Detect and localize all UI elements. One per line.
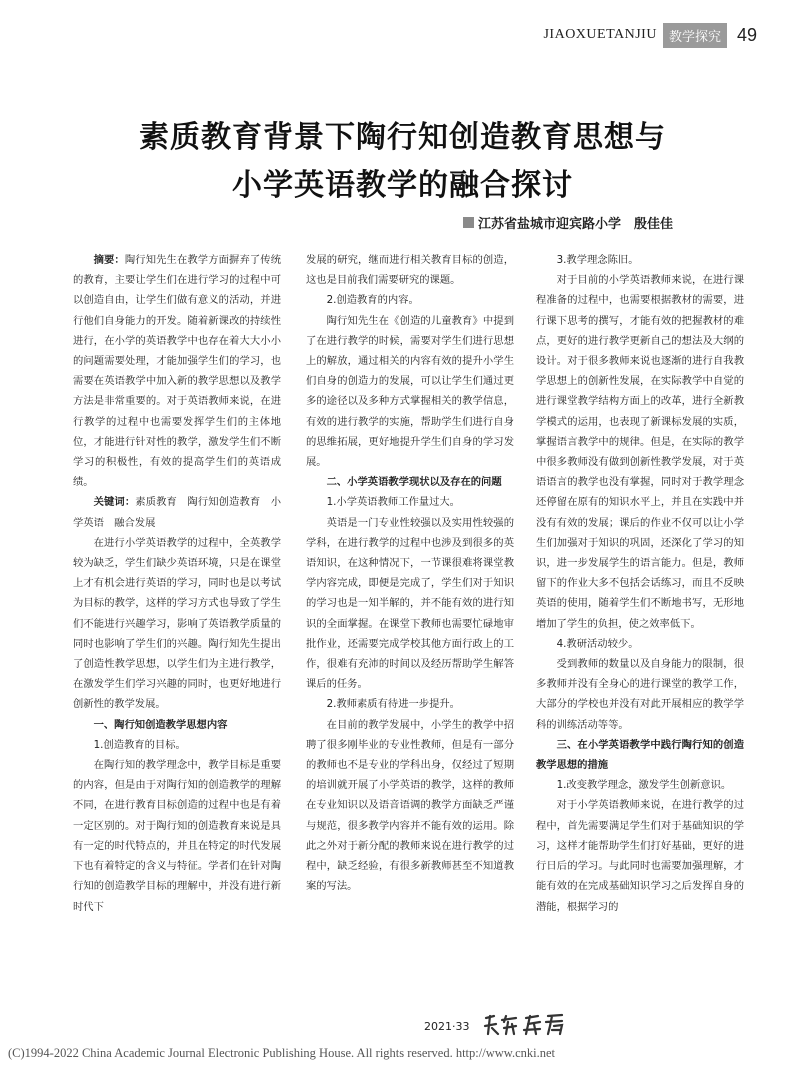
author-marker-icon [463, 217, 474, 228]
magazine-name: JIAOXUETANJIU [543, 27, 657, 42]
paragraph [73, 533, 281, 715]
paragraph-label: 关键词： [93, 496, 136, 509]
issue-date: 2021·33 [424, 1020, 470, 1033]
paragraph-text: 1.小学英语教师工作量过大。 [326, 496, 460, 509]
paragraph-text: 二、小学英语教学现状以及存在的问题 [326, 476, 502, 489]
paragraph-text: 在目前的教学发展中，小学生的教学中招聘了很多刚毕业的专业性教师，但是有一部分的教师也不是专业的学科出身，仅经过了短期的培训就开展了小学英语的教学，这样的教师在专业知识以及语音语调的教学方面缺乏严谨与规范，很多教学内容并不能有效的运用。除此之外对于新分配的教师来说在进行教学的过程中，缺乏经验，有很多新教师甚至不知道教案的写法。 [306, 718, 514, 893]
paragraph [73, 735, 281, 755]
paragraph [536, 654, 744, 735]
paragraph-text: 三、在小学英语教学中践行陶行知的创造教学思想的措施 [536, 738, 744, 772]
paragraph-text: 陶行知先生在《创造的儿童教育》中提到了在进行教学的时候，需要对学生们进行思想上的解放，通过相关的内容有效的提升小学生们自身的创造力的发展，可以让学生们通过更多的途径以及多种方式掌握相关的教学信息，有效的进行教学的实施，帮助学生们进行自身的思维拓展，更好地提升学生们自身的学习发展。 [306, 314, 514, 469]
paragraph [306, 250, 514, 290]
paragraph [73, 492, 281, 532]
running-header [543, 18, 805, 52]
paragraph [536, 270, 744, 634]
paragraph-text: 在陶行知的教学理念中，教学目标是重要的内容，但是由于对陶行知的创造教学的理解不同，在进行教育目标创造的过程中也是有着一定区别的。对于陶行知的创造教育来说是具有一定的时代特点的，并且在特定的时代发展下也有着特定的含义与特征。学者们在针对陶行知的创造教学目标的理解中，并没有进行新时代下 [73, 759, 281, 913]
paragraph-text: 2.教师素质有待进一步提升。 [326, 698, 460, 711]
paragraph-text: 受到教师的数量以及自身能力的限制，很多教师并没有全身心的进行课堂的教学工作，大部分的学校也并没有对此开展相应的教学学科的训练活动等等。 [536, 658, 744, 731]
text-column-1 [73, 250, 281, 917]
paragraph [306, 492, 514, 512]
paragraph-text: 2.创造教育的内容。 [326, 294, 419, 307]
article-title-line2: 小学英语教学的融合探讨 [232, 168, 573, 203]
section-heading [536, 735, 744, 775]
paragraph-text: 对于目前的小学英语教师来说，在进行课程准备的过程中，也需要根据教材的需要，进行课下思考的撰写，才能有效的把握教材的难点，更好的进行教学更新自己的想法及大纲的设计。对于很多教师来说也逐渐的进行自我教学思想上的创新性发展，在实际教学中自觉的进行课堂教学结构方面上的改革，进行全新教学模式的运用，也表现了新课标发展的实质，掌握语言教学中的规律。但是，在实际的教学中很多教师没有做到创新性教学发展，对于英语语言的教学也没有掌握，同时对于教学理念还停留在原有的知识水平上，并且在实践中并没有有效的发展；课后的作业不仅可以让小学生们加强对于知识的巩固，还深化了学习的知识，进一步发展学生的语言能力。但是，教师留下的作业大多不包括会话练习，而且不反映英语的使用，随着学生们不断地书写，无形地增加了学生的负担，使之效率低下。 [536, 274, 744, 630]
paragraph [306, 694, 514, 714]
paragraph [306, 290, 514, 310]
paragraph [306, 715, 514, 897]
paragraph-text: 英语是一门专业性较强以及实用性较强的学科，在进行教学的过程中也涉及到很多的英语知识，在这种情况下，一节课很难将课堂教学内容完成，即便是完成了，学生们对于知识的学习也是一知半解的，并不能有效的进行知识的全面掌握。在课堂下教师也需要忙碌地审批作业，还需要完成学校其他方面行政上的工作，很难有充沛的时间以及经历帮助学生解答课后的任务。 [306, 516, 514, 691]
page-number: 49 [736, 24, 757, 45]
paragraph [536, 634, 744, 654]
paragraph [73, 755, 281, 917]
paragraph [536, 250, 744, 270]
paragraph-text: 3.教学理念陈旧。 [556, 254, 639, 266]
text-column-3 [536, 250, 744, 917]
paragraph-text: 1.改变教学理念，激发学生创新意识。 [556, 779, 732, 792]
paragraph-text: 4.教研活动较少。 [556, 637, 639, 650]
paragraph [306, 513, 514, 695]
copyright-notice: (C)1994-2022 China Academic Journal Electronic Publishing House. All rights reserved. http://www.cnki.net [8, 1046, 556, 1060]
article-title-line1: 素质教育背景下陶行知创造教育思想与 [139, 120, 666, 155]
section-label: 教学探究 [663, 23, 727, 48]
journal-logo-icon [482, 1012, 566, 1038]
paragraph-label: 摘要： [93, 254, 125, 266]
paragraph [73, 250, 281, 492]
section-heading [73, 715, 281, 735]
paragraph-text: 一、陶行知创造教学思想内容 [93, 718, 228, 731]
paragraph-text: 1.创造教育的目标。 [93, 738, 186, 751]
paragraph [536, 775, 744, 795]
author-line [463, 213, 673, 232]
paragraph-text: 对于小学英语教师来说，在进行教学的过程中，首先需要满足学生们对于基础知识的学习，这样才能帮助学生们打好基础，更好的进行日后的学习。与此同时也需要加强理解，才能有效的在完成基础知识学习之后发挥自身的潜能，根据学习的 [536, 799, 744, 913]
paragraph [306, 311, 514, 473]
paragraph-text: 发展的研究，继而进行相关教育目标的创造，这也是目前我们需要研究的课题。 [306, 254, 514, 287]
paragraph-text: 在进行小学英语教学的过程中，全英教学较为缺乏，学生们缺少英语环境，只是在课堂上才有机会进行英语的学习，同时也是以考试为目标的教学，这样的学习方式也导致了学生们不能进行兴趣学习，影响了英语教学质量的同时也影响了学生们的兴趣。陶行知先生提出了创造性教学思想，以学生们为主进行教学，在激发学生们学习兴趣的同时，也更好地进行创新性的教学发展。 [73, 536, 281, 711]
paragraph-text: 陶行知先生在教学方面摒弃了传统的教育，主要让学生们在进行学习的过程中可以创造自由，让学生们做有意义的活动，并进行他们自身能力的开发。随着新课改的持续性进行，在小学的英语教学中也存在着大大小小的问题需要处理，才能加强学生们的学习，也需要在英语教学中加入新的教学思想以及教学方法是非常重要的。对于英语教师来说，在进行教学的过程中也需要发挥学生们的主体地位，才能进行针对性的教学，激发学生们不断学习的积极性，有效的提高学生们的英语成绩。 [73, 254, 282, 489]
text-column-2 [306, 250, 514, 897]
paragraph [536, 795, 744, 916]
author-text: 江苏省盐城市迎宾路小学 殷佳佳 [477, 217, 673, 232]
paragraph-text: 素质教育 陶行知创造教育 小学英语 融合发展 [73, 496, 282, 529]
section-heading [306, 472, 514, 492]
